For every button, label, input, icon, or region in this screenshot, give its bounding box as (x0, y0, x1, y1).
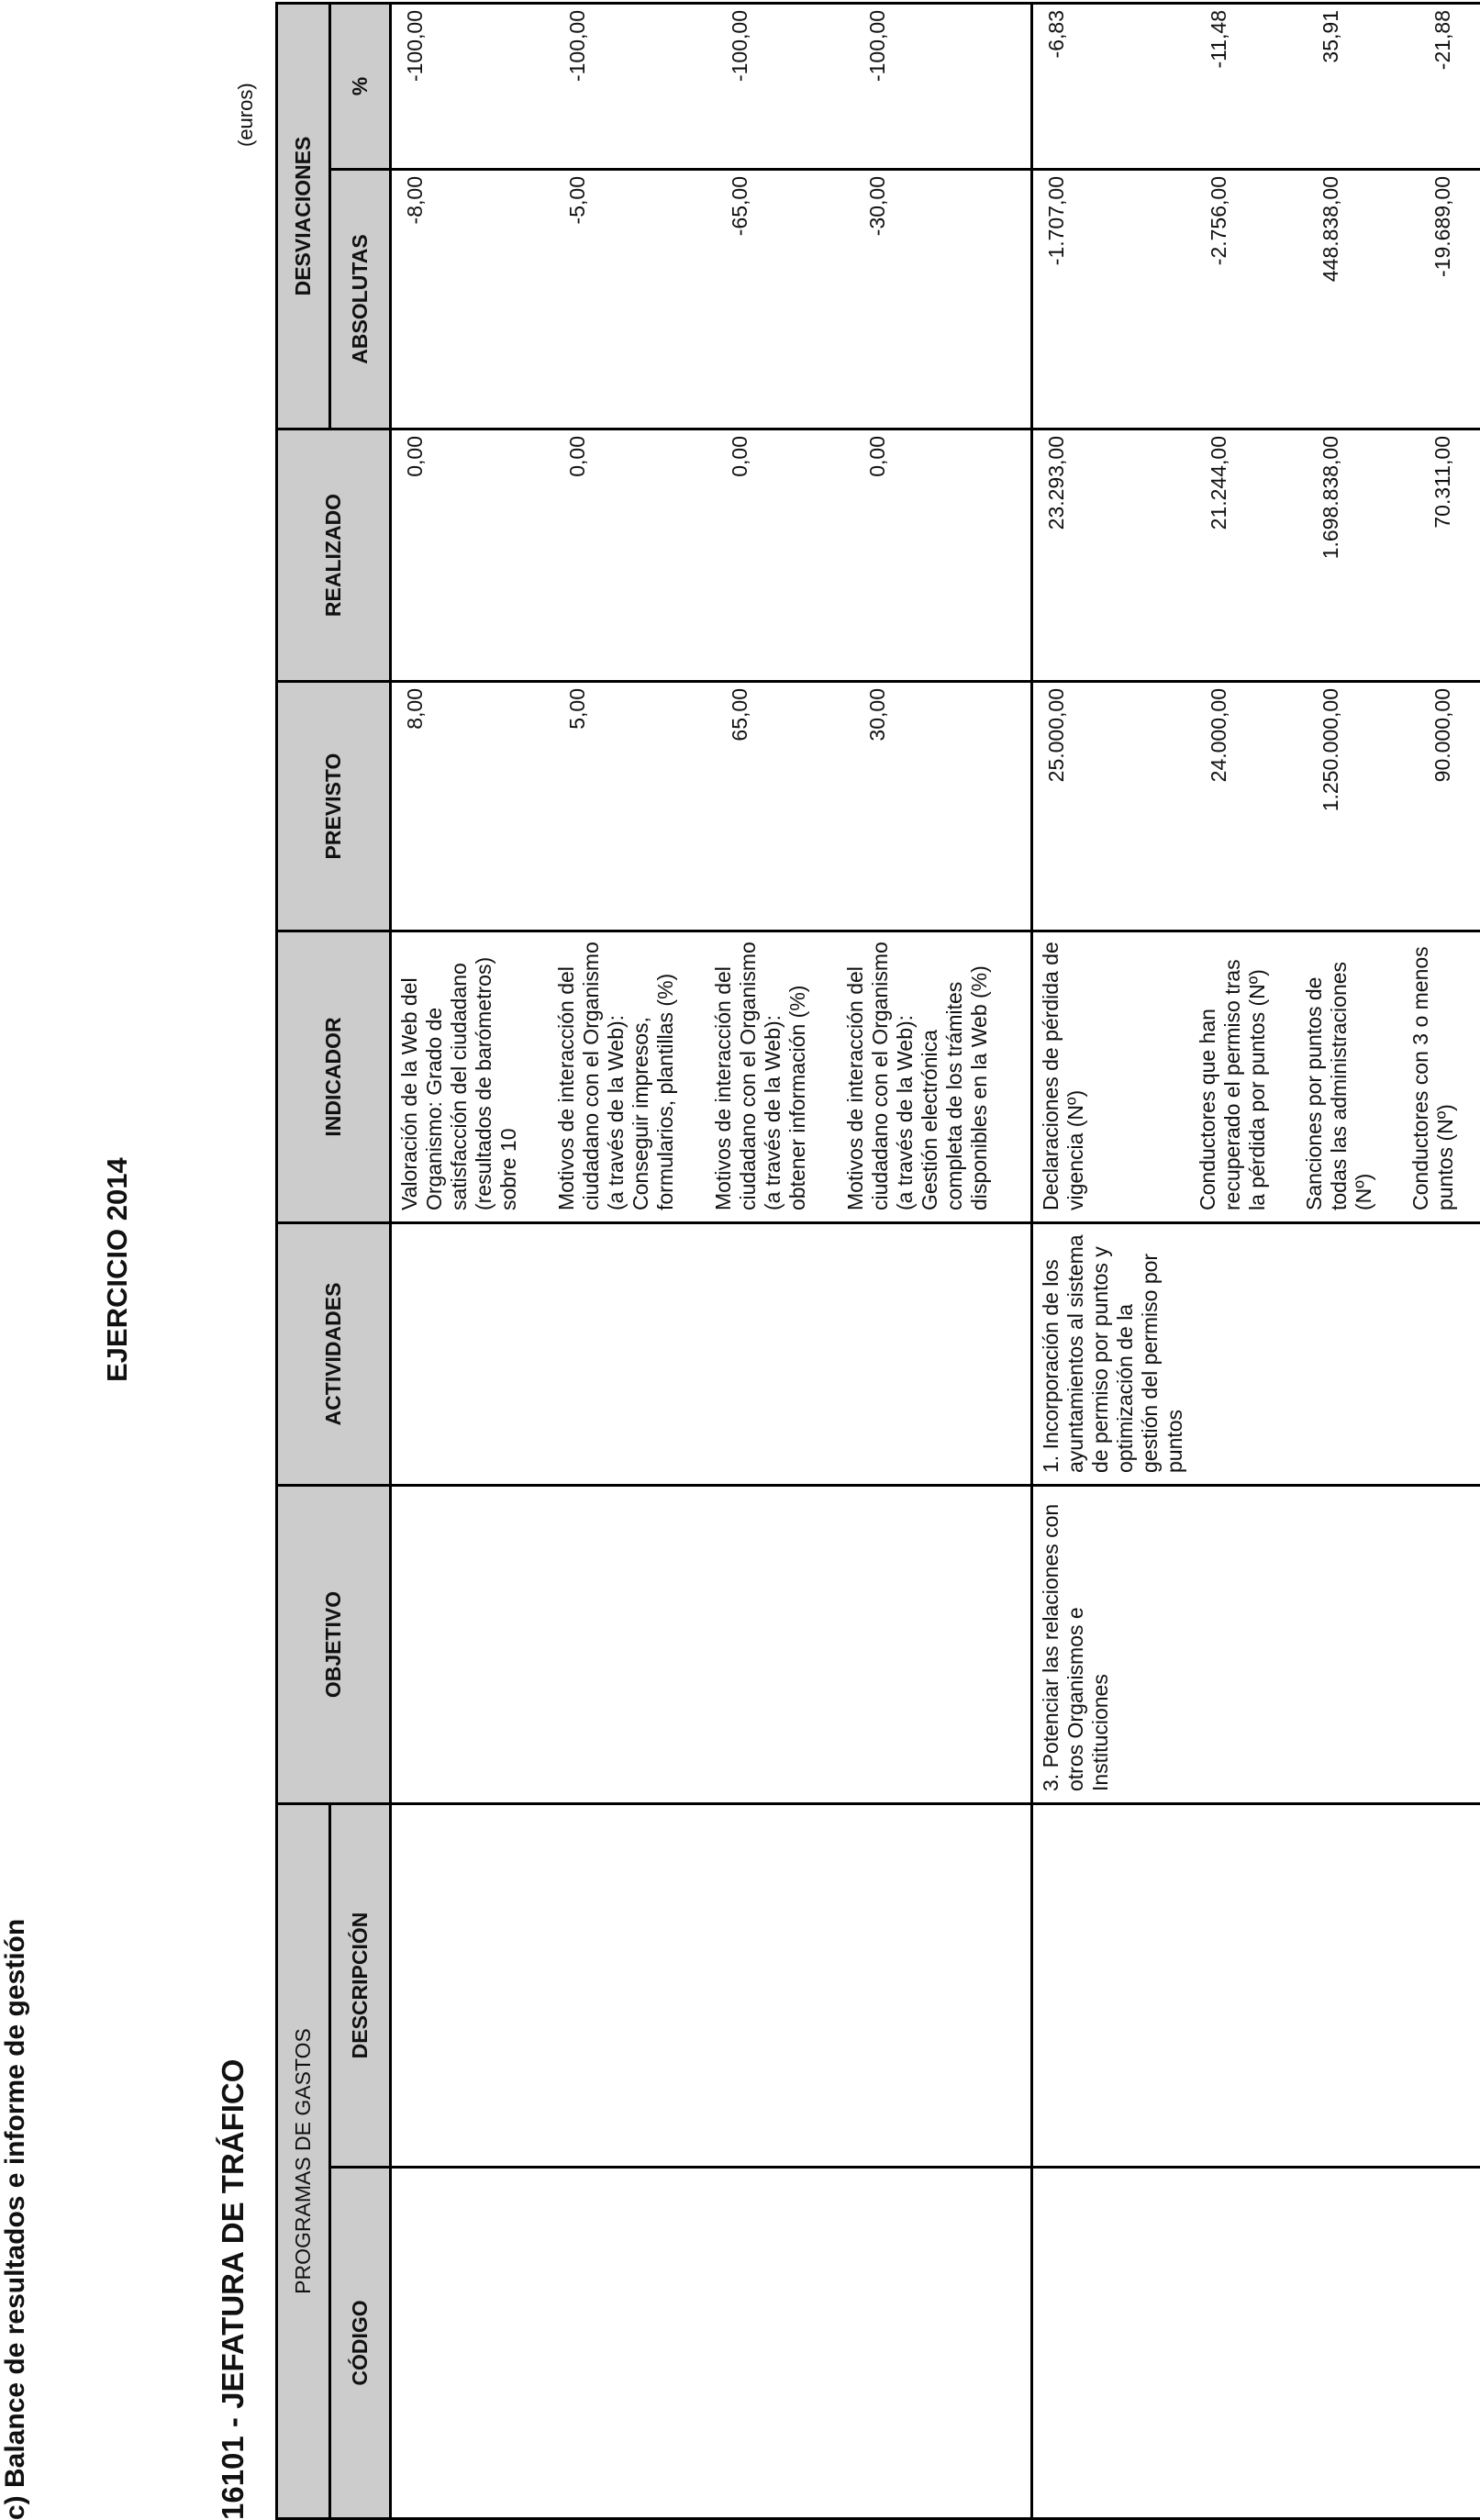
codigo-cell (391, 2168, 1032, 2519)
porcentaje-row-3: -100,00 (728, 10, 751, 83)
actividades-cell (391, 1223, 1032, 1486)
previsto-row-1: 8,00 (403, 688, 427, 730)
previsto-row-8: 90.000,00 (1430, 688, 1454, 783)
indicador-row-3: Motivos de interacción del ciudadano con el Organismo (a través de la Web): obtener información (%) (711, 942, 809, 1210)
previsto-row-5: 25.000,00 (1044, 688, 1068, 783)
indicador-row-8: Conductores con 3 o menos puntos (Nº) (1408, 946, 1457, 1210)
absolutas-cell (391, 170, 1032, 429)
porcentaje-row-8: -21,88 (1430, 10, 1454, 71)
porcentaje-row-4: -100,00 (865, 10, 889, 83)
porcentaje-row-7: 35,91 (1319, 10, 1342, 63)
units-label: (euros) (234, 83, 257, 147)
actividades-cell-2 (1032, 1223, 1480, 1486)
absolutas-row-7: 448.838,00 (1319, 176, 1342, 283)
col-actividades-header: ACTIVIDADES (277, 1223, 391, 1486)
desviaciones-group-header: DESVIACIONES (277, 4, 330, 429)
porcentaje-row-2: -100,00 (565, 10, 589, 83)
descripcion-cell (391, 1804, 1032, 2168)
indicador-row-4: Motivos de interacción del ciudadano con el Organismo (a través de la Web): Gestión electrónica completa de los trámites disponibles en la Web (%) (843, 942, 991, 1210)
indicador-row-6: Conductores que han recuperado el permiso tras la pérdida por puntos (Nº) (1196, 959, 1269, 1210)
indicador-cell-2 (1032, 931, 1480, 1223)
indicador-row-2: Motivos de interacción del ciudadano con el Organismo (a través de la Web): Conseguir impresos, formularios, plantillas (%) (554, 942, 677, 1210)
absolutas-row-3: -65,00 (728, 176, 751, 237)
realizado-row-2: 0,00 (565, 436, 589, 477)
col-codigo-header: CÓDIGO (330, 2168, 391, 2519)
realizado-row-4: 0,00 (865, 436, 889, 477)
objetivo-text: 3. Potenciar las relaciones con otros Organismos e Instituciones (1039, 1503, 1112, 1791)
programas-group-header: PROGRAMAS DE GASTOS (277, 1804, 330, 2519)
realizado-cell-2 (1032, 429, 1480, 682)
porcentaje-cell (391, 4, 1032, 170)
previsto-cell-2 (1032, 682, 1480, 931)
indicador-row-7: Sanciones por puntos de todas las administraciones (Nº) (1302, 961, 1375, 1210)
organism-title: 16101 - JEFATURA DE TRÁFICO (216, 2058, 250, 2520)
realizado-row-7: 1.698.838,00 (1319, 436, 1342, 560)
absolutas-row-4: -30,00 (865, 176, 889, 237)
realizado-row-5: 23.293,00 (1044, 436, 1068, 530)
objetivo-cell (391, 1486, 1032, 1804)
col-porcentaje-header: % (330, 4, 391, 170)
fiscal-year-title: EJERCICIO 2014 (101, 1157, 133, 1382)
realizado-row-3: 0,00 (728, 436, 751, 477)
realizado-row-8: 70.311,00 (1430, 436, 1454, 529)
previsto-row-4: 30,00 (865, 688, 889, 742)
descripcion-cell-2 (1032, 1804, 1480, 2168)
realizado-cell (391, 429, 1032, 682)
previsto-cell (391, 682, 1032, 931)
col-objetivo-header: OBJETIVO (277, 1486, 391, 1804)
codigo-cell-2 (1032, 2168, 1480, 2519)
realizado-row-1: 0,00 (403, 436, 427, 477)
actividad-text: 1. Incorporación de los ayuntamientos al sistema de permiso por puntos y optimización de la gestión del permiso por puntos (1039, 1234, 1186, 1473)
indicador-row-1: Valoración de la Web del Organismo: Grado de satisfacción del ciudadano (resultados de barómetros) sobre 10 (397, 956, 520, 1210)
section-title: c) Balance de resultados e informe de gestión (0, 1918, 30, 2520)
col-previsto-header: PREVISTO (277, 682, 391, 931)
col-realizado-header: REALIZADO (277, 429, 391, 682)
objetivo-cell-2 (1032, 1486, 1480, 1804)
absolutas-row-8: -19.689,00 (1430, 176, 1454, 277)
indicador-row-5: Declaraciones de pérdida de vigencia (Nº) (1039, 942, 1087, 1210)
previsto-row-3: 65,00 (728, 688, 751, 742)
absolutas-cell-2 (1032, 170, 1480, 429)
col-absolutas-header: ABSOLUTAS (330, 170, 391, 429)
indicador-cell (391, 931, 1032, 1223)
col-indicador-header: INDICADOR (277, 931, 391, 1223)
porcentaje-row-5: -6,83 (1044, 10, 1068, 59)
realizado-row-6: 21.244,00 (1207, 436, 1230, 530)
absolutas-row-6: -2.756,00 (1207, 176, 1230, 266)
col-descripcion-header: DESCRIPCIÓN (330, 1804, 391, 2168)
previsto-row-6: 24.000,00 (1207, 688, 1230, 783)
porcentaje-row-1: -100,00 (403, 10, 427, 83)
absolutas-row-1: -8,00 (403, 176, 427, 225)
previsto-row-7: 1.250.000,00 (1319, 688, 1342, 812)
previsto-row-2: 5,00 (565, 688, 589, 730)
results-table (275, 2, 1480, 2520)
absolutas-row-5: -1.707,00 (1044, 176, 1068, 266)
porcentaje-row-6: -11,48 (1207, 10, 1230, 69)
porcentaje-cell-2 (1032, 4, 1480, 170)
absolutas-row-2: -5,00 (565, 176, 589, 225)
